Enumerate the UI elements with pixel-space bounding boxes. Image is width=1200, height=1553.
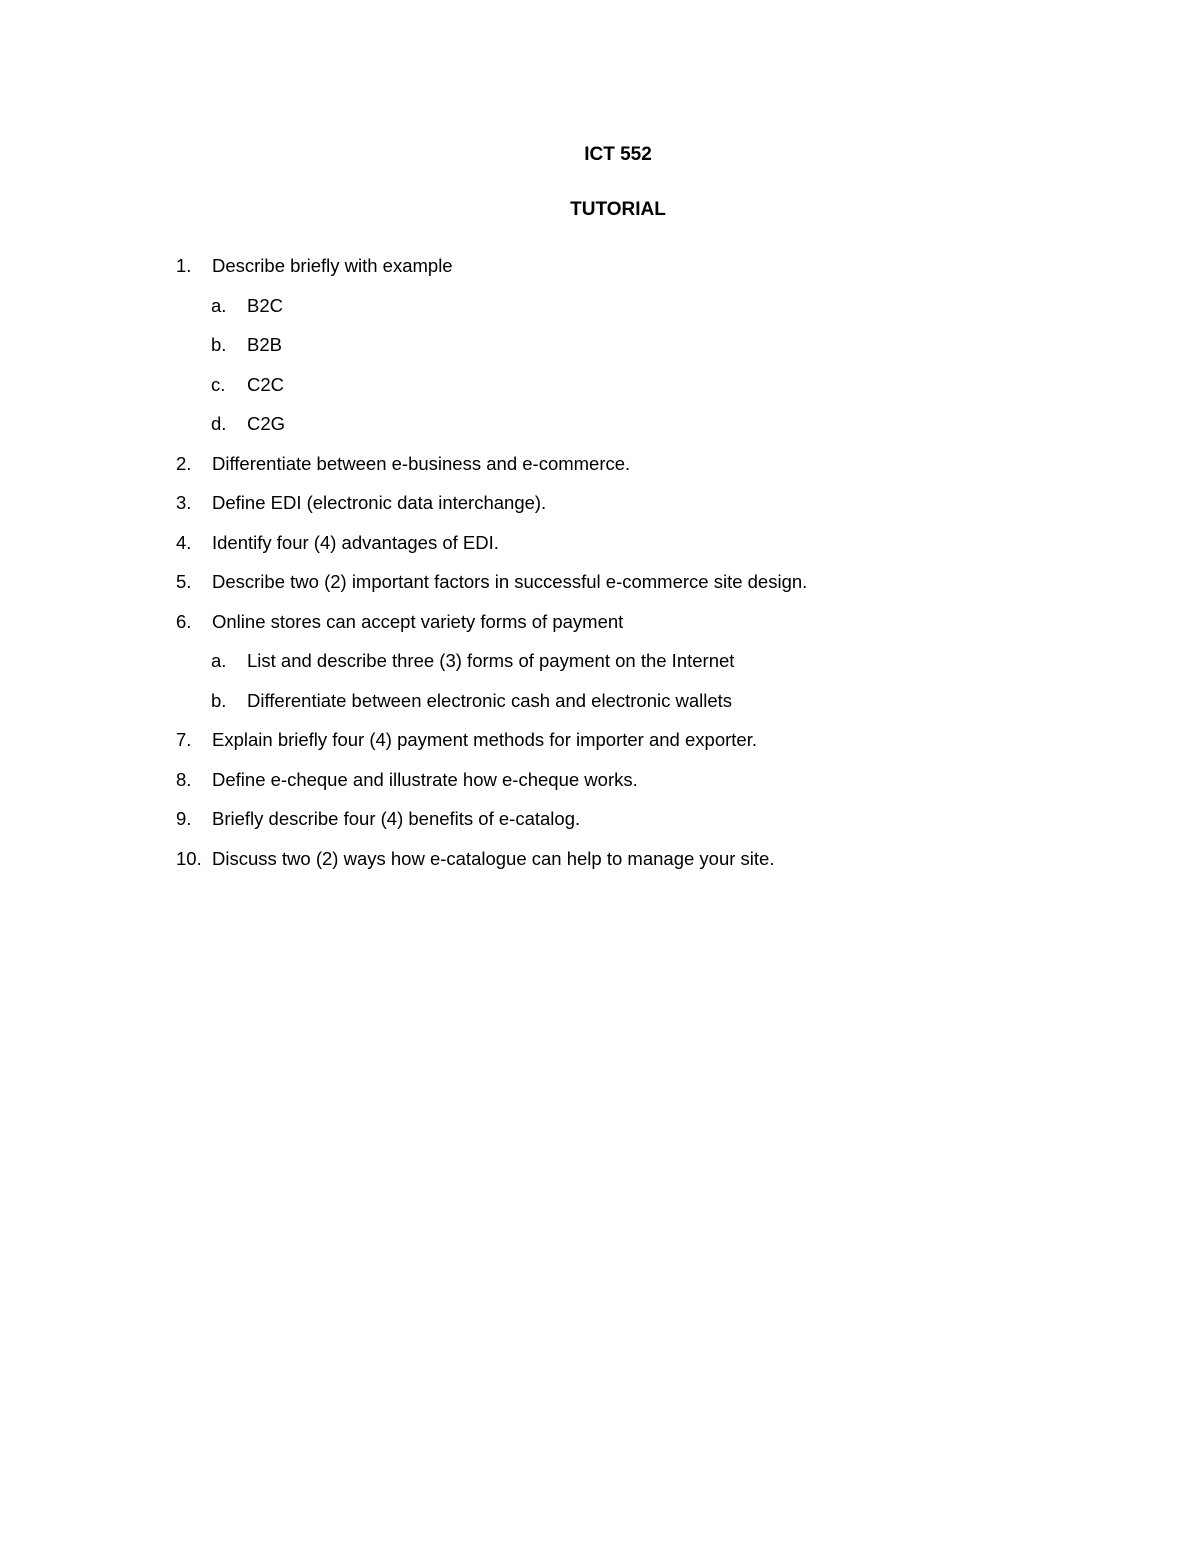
question-number: 9. — [176, 808, 192, 829]
question-text: Explain briefly four (4) payment methods for importer and exporter. — [212, 729, 757, 750]
sub-item-text: C2G — [247, 413, 286, 434]
question-text: Discuss two (2) ways how e-catalogue can help to manage your site. — [212, 848, 775, 869]
question-text: Define EDI (electronic data interchange). — [212, 492, 547, 513]
sub-item-letter: a. — [211, 295, 227, 316]
sub-item-letter: b. — [211, 690, 227, 711]
question-number: 3. — [176, 492, 192, 513]
question-text: Differentiate between e-business and e-commerce. — [212, 453, 631, 474]
question-text: Online stores can accept variety forms of payment — [212, 611, 624, 632]
sub-item-letter: c. — [211, 374, 226, 395]
sub-item-text: List and describe three (3) forms of payment on the Internet — [247, 650, 735, 671]
tutorial-heading: TUTORIAL — [570, 199, 666, 220]
sub-item-text: Differentiate between electronic cash and electronic wallets — [247, 690, 733, 711]
question-text: Describe briefly with example — [212, 255, 453, 276]
course-code-heading: ICT 552 — [584, 144, 652, 165]
question-text: Briefly describe four (4) benefits of e-catalog. — [212, 808, 581, 829]
question-number: 8. — [176, 769, 192, 790]
sub-item-letter: d. — [211, 413, 227, 434]
question-number: 1. — [176, 255, 192, 276]
sub-item-text: C2C — [247, 374, 285, 395]
question-number: 5. — [176, 571, 192, 592]
question-number: 6. — [176, 611, 192, 632]
question-text: Identify four (4) advantages of EDI. — [212, 532, 499, 553]
sub-item-text: B2C — [247, 295, 283, 316]
sub-item-letter: a. — [211, 650, 227, 671]
sub-item-text: B2B — [247, 334, 282, 355]
question-number: 4. — [176, 532, 192, 553]
question-number: 2. — [176, 453, 192, 474]
question-text: Define e-cheque and illustrate how e-cheque works. — [212, 769, 638, 790]
sub-item-letter: b. — [211, 334, 227, 355]
question-number: 10. — [176, 848, 202, 869]
question-text: Describe two (2) important factors in successful e-commerce site design. — [212, 571, 808, 592]
question-number: 7. — [176, 729, 192, 750]
